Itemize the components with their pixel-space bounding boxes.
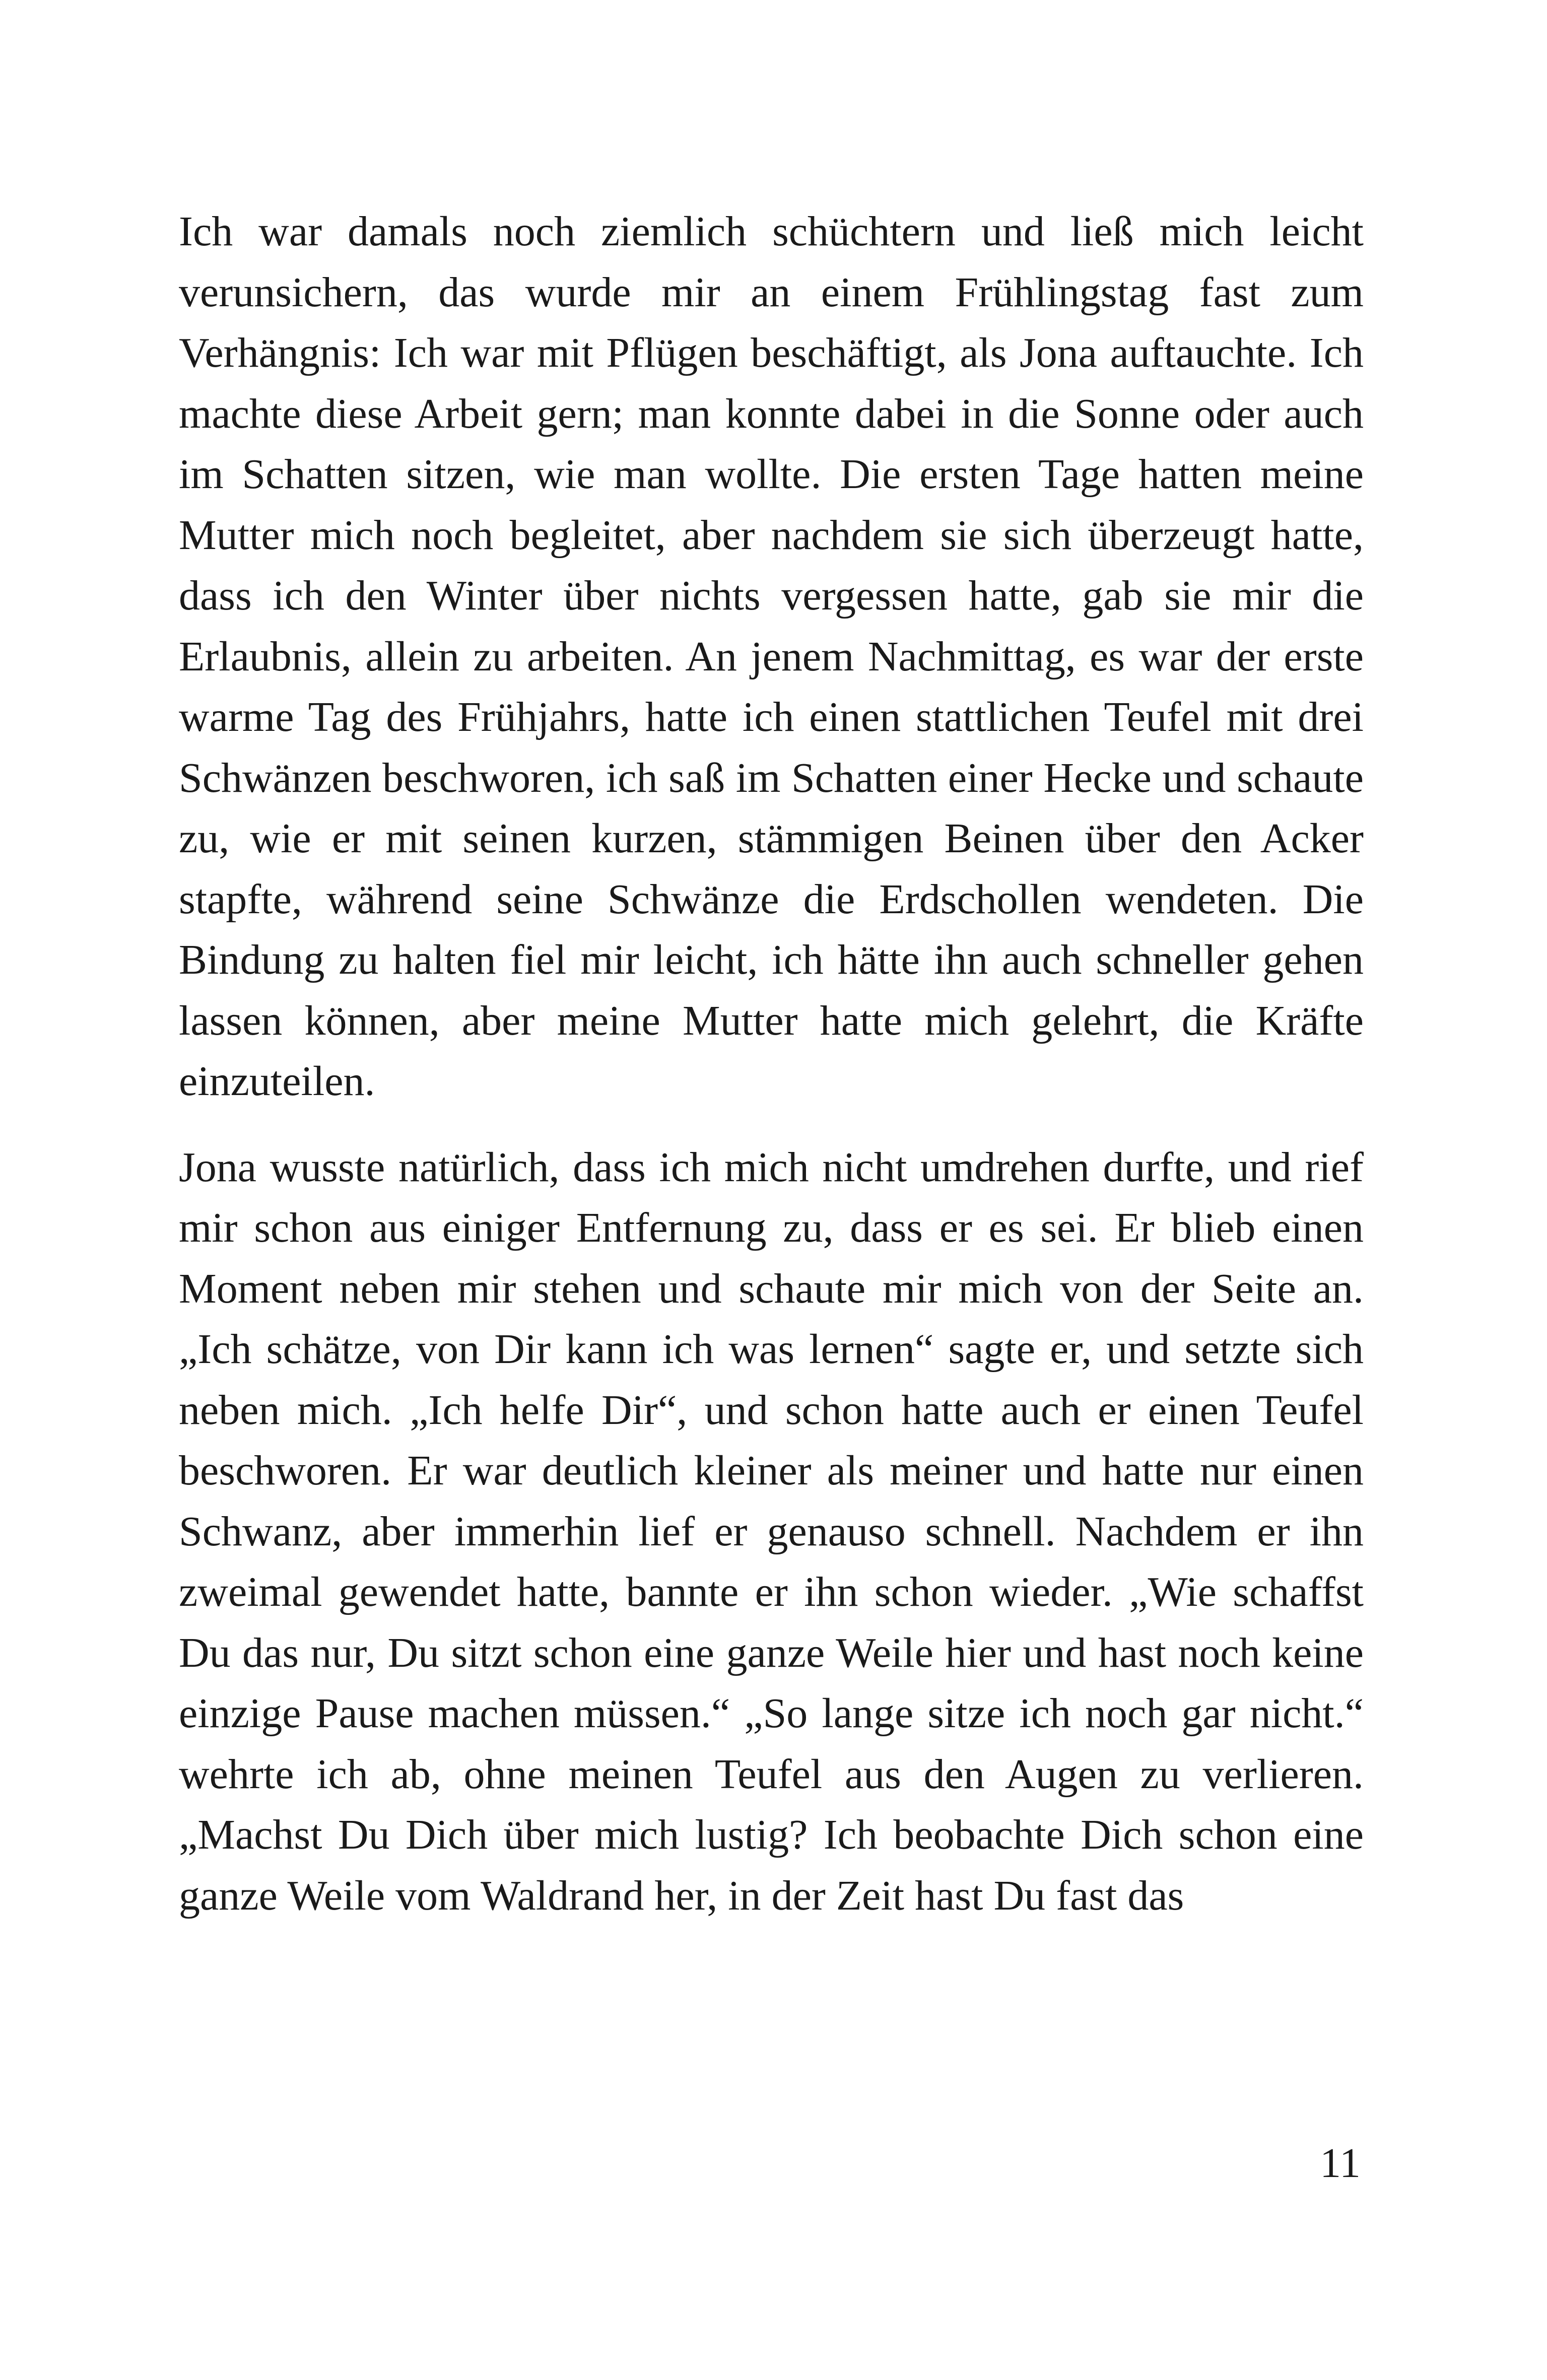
paragraph-1: Ich war damals noch ziemlich schüchtern und ließ mich leicht verunsichern, das wurde mir an einem Frühlingstag fast zum Verhängnis: Ich war mit Pflügen beschäftigt, als Jona auftauchte. Ich machte diese Arbeit gern; man konnte dabei in die Sonne oder auch im Schatten sitzen, wie man wollte. Die ersten Tage hatten meine Mutter mich noch begleitet, aber nachdem sie sich überzeugt hatte, dass ich den Winter über nichts vergessen hatte, gab sie mir die Erlaubnis, allein zu arbeiten. An jenem Nachmittag, es war der erste warme Tag des Frühjahrs, hatte ich einen stattlichen Teufel mit drei Schwänzen beschworen, ich saß im Schatten einer Hecke und schaute zu, wie er mit seinen kurzen, stämmigen Beinen über den Acker stapfte, während seine Schwänze die Erdschollen wendeten. Die Bindung zu halten fiel mir leicht, ich hätte ihn auch schneller gehen lassen können, aber meine Mutter hatte mich gelehrt, die Kräfte einzuteilen. bbox=[179, 208, 1364, 1105]
body-text bbox=[179, 201, 1364, 1926]
paragraph-2: Jona wusste natürlich, dass ich mich nicht umdrehen durfte, und rief mir schon aus einiger Entfernung zu, dass er es sei. Er blieb einen Moment neben mir stehen und schaute mir mich von der Seite an. „Ich schätze, von Dir kann ich was lernen“ sagte er, und setzte sich neben mich. „Ich helfe Dir“, und schon hatte auch er einen Teufel beschworen. Er war deutlich kleiner als meiner und hatte nur einen Schwanz, aber immerhin lief er genauso schnell. Nachdem er ihn zweimal gewendet hatte, bannte er ihn schon wieder. „Wie schaffst Du das nur, Du sitzt schon eine ganze Weile hier und hast noch keine einzige Pause machen müssen.“ „So lange sitze ich noch gar nicht.“ wehrte ich ab, ohne meinen Teufel aus den Augen zu verlieren. „Machst Du Dich über mich lustig? Ich beobachte Dich schon eine ganze Weile vom Waldrand her, in der Zeit hast Du fast das bbox=[179, 1143, 1364, 1919]
page-number: 11 bbox=[1320, 2140, 1361, 2187]
